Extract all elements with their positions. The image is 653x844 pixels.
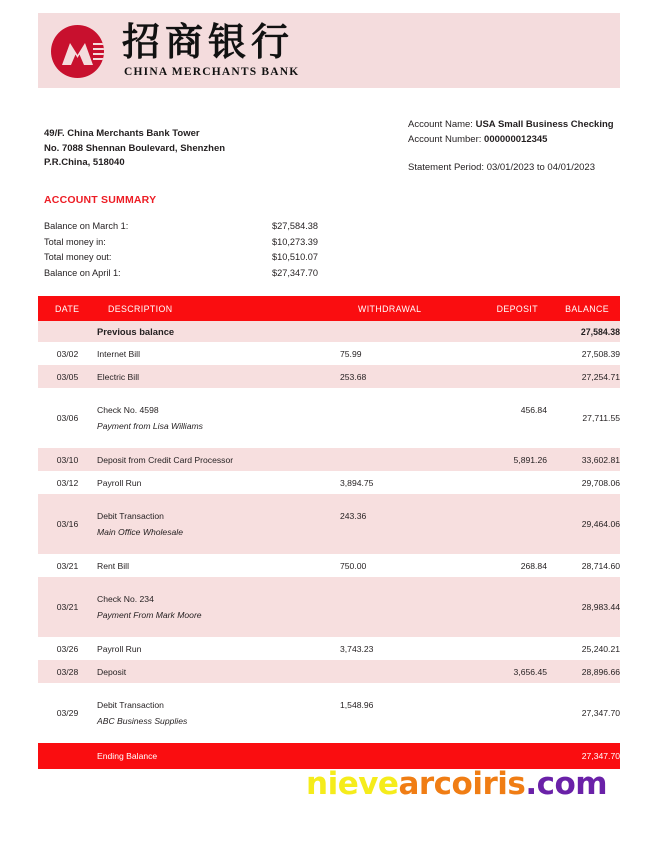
cell-description: Previous balance xyxy=(97,326,175,337)
cell-date: 03/12 xyxy=(56,477,79,488)
summary-row xyxy=(44,219,374,235)
cell-balance: 33,602.81 xyxy=(581,454,620,465)
cell-deposit xyxy=(467,637,547,660)
watermark-part-1: nieve xyxy=(306,766,399,802)
cell-balance: 28,714.60 xyxy=(581,560,620,571)
table-row-previous-balance xyxy=(38,321,620,342)
account-number-label: Account Number: xyxy=(408,133,482,145)
table-row xyxy=(38,342,620,365)
description-main: Check No. 4598 xyxy=(97,405,159,415)
table-row xyxy=(38,494,620,554)
cell-balance: 27,584.38 xyxy=(580,326,620,337)
cell-deposit xyxy=(467,365,547,388)
column-header-withdrawal: WITHDRAWAL xyxy=(340,296,467,321)
account-name-value: USA Small Business Checking xyxy=(475,119,614,130)
cell-balance: 27,508.39 xyxy=(581,348,620,359)
account-summary-title: ACCOUNT SUMMARY xyxy=(44,194,157,206)
table-row xyxy=(38,448,620,471)
cell-description: Rent Bill xyxy=(97,560,129,571)
description-main: Debit Transaction xyxy=(97,700,164,710)
summary-value: $27,584.38 xyxy=(272,221,318,231)
column-header-deposit: DEPOSIT xyxy=(467,296,547,321)
table-row xyxy=(38,365,620,388)
cell-withdrawal xyxy=(340,577,467,637)
cell-date xyxy=(38,743,97,769)
account-name-label: Account Name: xyxy=(408,119,473,130)
summary-value: $27,347.70 xyxy=(272,267,318,278)
cell-description: Deposit from Credit Card Processor xyxy=(97,454,234,465)
cell-description xyxy=(97,494,340,554)
address-line-2: No. 7088 Shennan Boulevard, Shenzhen xyxy=(44,142,226,154)
statement-period-label: Statement Period: xyxy=(408,162,485,173)
table-row xyxy=(38,577,620,637)
cell-date: 03/21 xyxy=(56,560,79,571)
cell-deposit: 268.84 xyxy=(520,560,547,571)
cell-deposit xyxy=(467,342,547,365)
description-sub: Payment From Mark Moore xyxy=(97,610,202,620)
address-line-3: P.R.China, 518040 xyxy=(44,157,125,168)
cell-deposit: 5,891.26 xyxy=(513,454,547,465)
summary-value: $10,510.07 xyxy=(272,252,318,262)
cell-balance: 27,254.71 xyxy=(581,371,620,382)
bank-header-banner xyxy=(38,13,620,88)
statement-period-value: 03/01/2023 to 04/01/2023 xyxy=(486,162,595,173)
cell-date: 03/06 xyxy=(56,413,79,423)
site-watermark xyxy=(306,766,607,802)
statement-period-row xyxy=(408,161,614,176)
cell-description: Deposit xyxy=(97,666,127,677)
cell-withdrawal: 3,894.75 xyxy=(340,477,374,488)
table-row xyxy=(38,471,620,494)
bank-name-block xyxy=(122,20,300,78)
table-header-row xyxy=(38,296,620,321)
cell-description xyxy=(97,577,340,637)
cell-deposit xyxy=(467,577,547,637)
cell-withdrawal xyxy=(340,388,467,448)
china-merchants-bank-logo-icon xyxy=(44,15,116,87)
cell-balance: 28,983.44 xyxy=(581,602,620,612)
account-name-row xyxy=(408,118,614,133)
cell-withdrawal: 750.00 xyxy=(340,560,367,571)
cell-withdrawal: 243.36 xyxy=(340,511,367,521)
cell-date: 03/10 xyxy=(56,454,79,465)
summary-row xyxy=(44,250,374,266)
address-line-1: 49/F. China Merchants Bank Tower xyxy=(44,128,200,139)
cell-description: Electric Bill xyxy=(97,371,140,382)
cell-deposit xyxy=(467,321,547,342)
cell-balance: 29,708.06 xyxy=(581,477,620,488)
cell-balance: 27,347.70 xyxy=(581,708,620,718)
column-header-balance: BALANCE xyxy=(547,296,620,321)
cell-description xyxy=(97,683,340,743)
column-header-date: DATE xyxy=(38,296,97,321)
transactions-table xyxy=(38,296,620,769)
logo-bars-icon xyxy=(93,43,104,60)
column-header-description: DESCRIPTION xyxy=(97,296,340,321)
cell-deposit xyxy=(467,471,547,494)
summary-label: Balance on April 1: xyxy=(44,267,121,278)
logo-m-glyph-icon xyxy=(60,39,95,65)
cell-description xyxy=(97,388,340,448)
cell-balance: 29,464.06 xyxy=(581,519,620,529)
cell-balance: 25,240.21 xyxy=(581,643,620,654)
summary-label: Total money in: xyxy=(44,236,106,247)
cell-deposit: 456.84 xyxy=(520,405,547,415)
account-number-row xyxy=(408,133,614,148)
cell-description: Internet Bill xyxy=(97,348,140,359)
transactions-body xyxy=(38,321,620,769)
bank-name-english: CHINA MERCHANTS BANK xyxy=(124,66,300,78)
cell-description: Payroll Run xyxy=(97,477,142,488)
cell-balance: 27,347.70 xyxy=(547,743,620,769)
cell-withdrawal xyxy=(340,660,467,683)
cell-date: 03/26 xyxy=(56,643,79,654)
cell-description: Payroll Run xyxy=(97,643,142,654)
cell-withdrawal: 3,743.23 xyxy=(340,643,374,654)
cell-description: Ending Balance xyxy=(97,743,340,769)
description-sub: ABC Business Supplies xyxy=(97,716,188,726)
bank-address xyxy=(44,127,225,171)
watermark-part-3: .com xyxy=(525,766,608,802)
cell-date: 03/29 xyxy=(56,708,79,718)
table-row xyxy=(38,637,620,660)
table-row xyxy=(38,660,620,683)
summary-label: Total money out: xyxy=(44,252,112,262)
table-row xyxy=(38,388,620,448)
cell-date: 03/16 xyxy=(56,519,79,529)
cell-withdrawal: 75.99 xyxy=(340,348,362,359)
cell-balance: 27,711.55 xyxy=(582,413,620,423)
bank-name-chinese: 招商银行 xyxy=(122,20,295,64)
account-info-block xyxy=(408,118,614,176)
table-row xyxy=(38,683,620,743)
account-summary-table xyxy=(44,219,374,281)
table-row xyxy=(38,554,620,577)
cell-deposit xyxy=(467,494,547,554)
cell-date: 03/28 xyxy=(56,666,79,677)
description-sub: Payment from Lisa Williams xyxy=(97,421,203,431)
description-sub: Main Office Wholesale xyxy=(97,527,183,537)
description-main: Debit Transaction xyxy=(97,511,164,521)
cell-deposit xyxy=(467,683,547,743)
cell-deposit: 3,656.45 xyxy=(513,666,547,677)
cell-date: 03/02 xyxy=(56,348,79,359)
watermark-part-2: arcoiris xyxy=(398,766,526,802)
account-number-value: 000000012345 xyxy=(484,133,548,145)
summary-label: Balance on March 1: xyxy=(44,221,129,231)
summary-value: $10,273.39 xyxy=(272,236,318,247)
cell-withdrawal: 1,548.96 xyxy=(340,700,374,710)
cell-date xyxy=(38,321,97,342)
cell-withdrawal: 253.68 xyxy=(340,371,367,382)
summary-row xyxy=(44,235,374,251)
description-main: Check No. 234 xyxy=(97,594,154,604)
cell-withdrawal xyxy=(340,321,467,342)
cell-date: 03/05 xyxy=(56,371,79,382)
summary-row xyxy=(44,266,374,282)
cell-date: 03/21 xyxy=(56,602,79,612)
cell-withdrawal xyxy=(340,448,467,471)
cell-balance: 28,896.66 xyxy=(581,666,620,677)
